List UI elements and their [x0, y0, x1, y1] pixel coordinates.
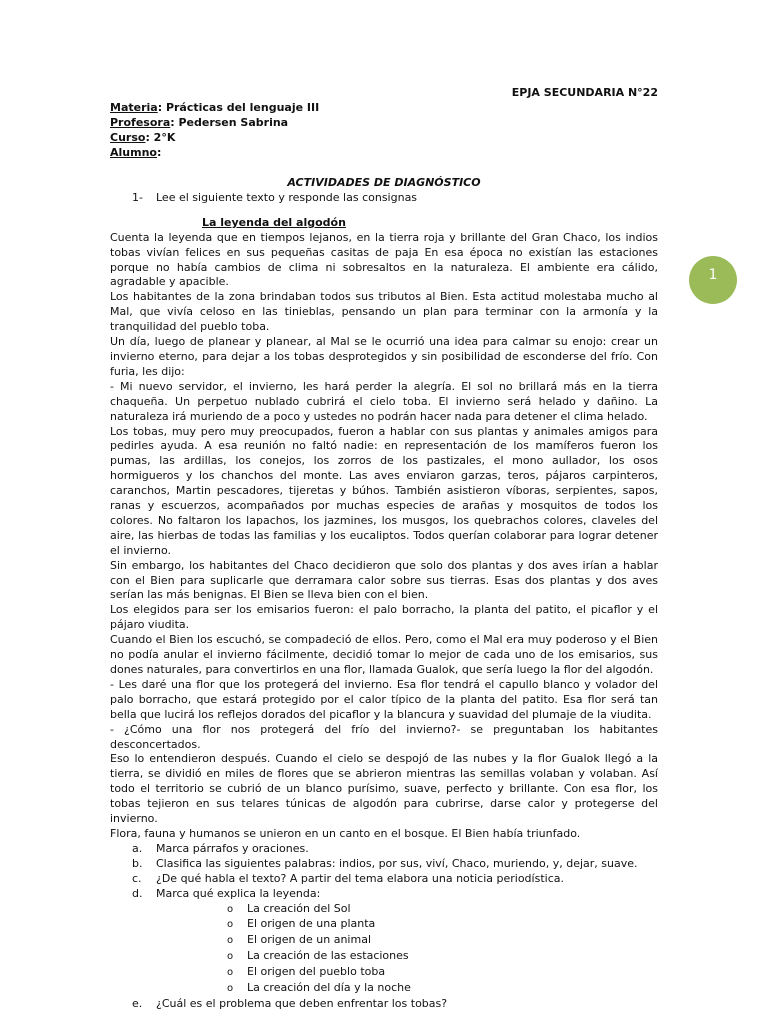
- option-item: o La creación del día y la noche: [227, 981, 411, 995]
- page-number-badge: 1: [689, 256, 737, 304]
- document-page: [110, 86, 658, 1012]
- story-title: La leyenda del algodón: [202, 215, 346, 229]
- option-item: o El origen de una planta: [227, 917, 376, 931]
- paragraph: Eso lo entendieron después. Cuando el cielo se despojó de las nubes y la flor Gualok llegó a la tierra, se dividió en miles de flores que se abrieron mientras las semillas volaban y volaban. Así todo el territorio se cubrió de un blanco purísimo, suave, perfecto y brillante. Con esa flor, los tobas tejieron en sus telares túnicas de algodón para cubrirse, darse calor y protegerse del invierno.: [110, 752, 658, 826]
- header-block: [110, 101, 658, 161]
- paragraph: Flora, fauna y humanos se unieron en un canto en el bosque. El Bien había triunfado.: [110, 826, 581, 840]
- question-item: d. Marca qué explica la leyenda:: [132, 886, 321, 900]
- question-item: a. Marca párrafos y oraciones.: [132, 841, 309, 855]
- paragraph: - Les daré una flor que los protegerá del invierno. Esa flor tendrá el capullo blanco y volador del palo borracho, que estará protegido por el calor típico de la planta del patito. Esa flor será tan bella que lucirá los reflejos dorados del picaflor y la blancura y suavidad del plumaje de la viudita.: [110, 677, 658, 721]
- paragraph: - Mi nuevo servidor, el invierno, les hará perder la alegría. El sol no brillará más en la tierra chaqueña. Un perpetuo nublado cubrirá el cielo toba. El invierno será helado y dañino. La naturaleza irá muriendo de a poco y ustedes no podrán hacer nada para detener el clima helado.: [110, 379, 658, 423]
- option-item: o El origen del pueblo toba: [227, 965, 386, 979]
- paragraph: Un día, luego de planear y planear, al Mal se le ocurrió una idea para calmar su enojo: crear un invierno eterno, para dejar a los tobas desprotegidos y sin posibilidad de esconderse del frío. Con furia, les dijo:: [110, 335, 658, 378]
- header-line-profesora: Profesora: Pedersen Sabrina: [110, 116, 289, 129]
- question-item: b. Clasifica las siguientes palabras: indios, por sus, viví, Chaco, muriendo, y, dejar, suave.: [132, 856, 638, 870]
- paragraph: Cuenta la leyenda que en tiempos lejanos, en la tierra roja y brillante del Gran Chaco, los indios tobas vivían felices en sus pequeñas casitas de paja En esa época no existían las estaciones porque no había cambios de clima ni sobresaltos en la naturaleza. El ambiente era cálido, agradable y apacible.: [110, 230, 658, 289]
- header-line-materia: Materia: Prácticas del lenguaje III: [110, 101, 320, 114]
- paragraph: Los elegidos para ser los emisarios fueron: el palo borracho, la planta del patito, el picaflor y el pájaro viudita.: [110, 603, 658, 632]
- paragraph: - ¿Cómo una flor nos protegerá del frío del invierno?- se preguntaban los habitantes desconcertados.: [110, 722, 658, 751]
- story-body: [110, 231, 658, 842]
- question-item: e. ¿Cuál es el problema que deben enfrentar los tobas?: [132, 996, 448, 1010]
- option-item: o El origen de un animal: [227, 933, 371, 947]
- school-name: EPJA SECUNDARIA N°22: [511, 86, 658, 99]
- instruction: 1- Lee el siguiente texto y responde las consignas: [132, 190, 418, 204]
- paragraph: Los habitantes de la zona brindaban todos sus tributos al Bien. Esta actitud molestaba mucho al Mal, que vivía celoso en las tinieblas, pensando un plan para terminar con la armonía y la tranquilidad del pueblo toba.: [110, 290, 658, 334]
- option-item: o La creación de las estaciones: [227, 949, 409, 963]
- activity-title: ACTIVIDADES DE DIAGNÓSTICO: [287, 176, 481, 189]
- paragraph: Los tobas, muy pero muy preocupados, fueron a hablar con sus plantas y animales amigos para pedirles ayuda. A esa reunión no faltó nadie: en representación de los mamíferos fueron los pumas, las ardillas, los conejos, los zorros de los pastizales, el mono aullador, los osos hormigueros y los chanchos del monte. Las aves enviaron garzas, teros, pájaros carpinteros, caranchos, Martin pescadores, tijeretas y búhos. También asistieron víboras, serpientes, sapos, ranas y escuerzos, acompañados por muchas especies de arañas y mosquitos de todos los colores. No faltaron los lapachos, los jazmines, los musgos, los quebrachos colores, claveles del aire, las hierbas de todas las familias y los eucaliptos. Todos querían colaborar para lograr detener el invierno.: [110, 424, 658, 557]
- header-line-curso: Curso: 2°K: [110, 131, 176, 144]
- header-line-alumno: Alumno:: [110, 146, 162, 159]
- question-item: c. ¿De qué habla el texto? A partir del tema elabora una noticia periodística.: [132, 871, 564, 885]
- option-item: o La creación del Sol: [227, 901, 351, 915]
- paragraph: Sin embargo, los habitantes del Chaco decidieron que solo dos plantas y dos aves irían a hablar con el Bien para suplicarle que derramara calor sobre sus tierras. Esas dos plantas y dos aves serían las más benignas. El Bien se lleva bien con el bien.: [110, 558, 658, 602]
- options-list: [110, 902, 658, 997]
- questions-list: [110, 842, 658, 1012]
- paragraph: Cuando el Bien los escuchó, se compadeció de ellos. Pero, como el Mal era muy poderoso y el Bien no podía anular el invierno fácilmente, decidió tomar lo mejor de cada uno de los emisarios, sus dones naturales, para convertirlos en una flor, llamada Gualok, que sería luego la flor del algodón.: [110, 633, 658, 676]
